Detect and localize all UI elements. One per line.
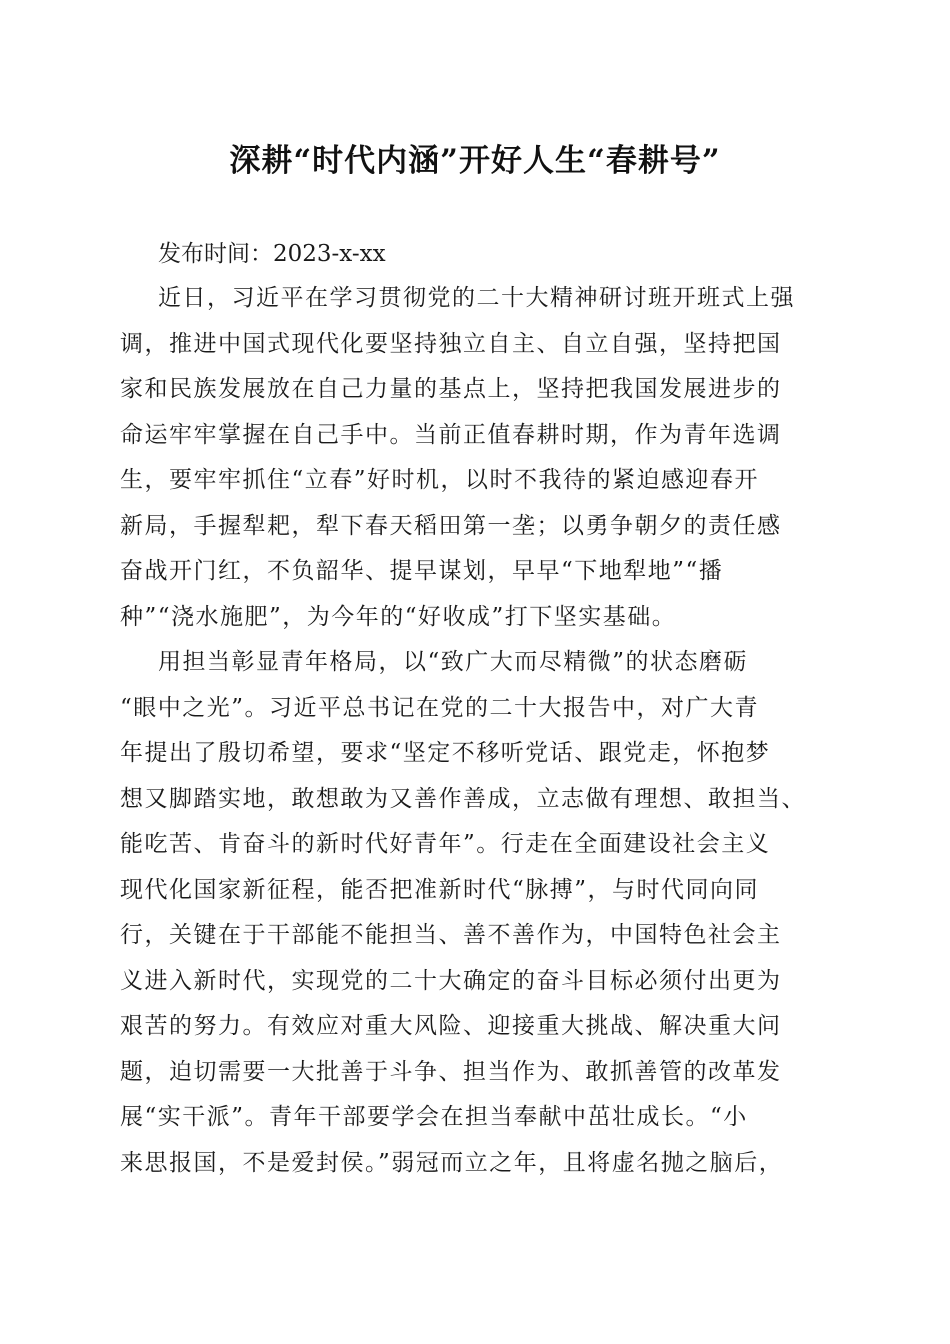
paragraph-2-line: 来思报国，不是爱封侯。”弱冠而立之年，且将虚名抛之脑后， <box>120 1149 784 1176</box>
paragraph-2-line: “眼中之光”。习近平总书记在党的二十大报告中，对广大青 <box>120 694 760 721</box>
paragraph-2-line: 年提出了殷切希望，要求“坚定不移听党话、跟党走，怀抱梦 <box>120 740 771 766</box>
paragraph-2-line: 展“实干派”。青年干部要学会在担当奉献中茁壮成长。“小 <box>120 1104 748 1130</box>
paragraph-1-line: 种”“浇水施肥”，为今年的“好收成”打下坚实基础。 <box>120 603 677 630</box>
publish-time: 发布时间：2023-x-xx <box>158 241 386 267</box>
paragraph-2-line: 现代化国家新征程，能否把准新时代“脉搏”，与时代同向同 <box>120 876 760 903</box>
paragraph-1-line: 近日，习近平在学习贯彻党的二十大精神研讨班开班式上强 <box>158 285 795 311</box>
paragraph-2-line: 义进入新时代，实现党的二十大确定的奋斗目标必须付出更为 <box>120 967 782 994</box>
paragraph-1-line: 新局，手握犁耙，犁下春天稻田第一垄；以勇争朝夕的责任感 <box>120 512 782 539</box>
paragraph-1-line: 家和民族发展放在自己力量的基点上，坚持把我国发展进步的 <box>120 376 782 402</box>
paragraph-2-line: 行，关键在于干部能不能担当、善不善作为，中国特色社会主 <box>120 922 782 948</box>
paragraph-2-line: 想又脚踏实地，敢想敢为又善作善成，立志做有理想、敢担当、 <box>120 785 806 812</box>
paragraph-2-line: 艰苦的努力。有效应对重大风险、迎接重大挑战、解决重大问 <box>120 1013 782 1039</box>
paragraph-2-line: 能吃苦、肯奋斗的新时代好青年”。行走在全面建设社会主义 <box>120 831 771 857</box>
paragraph-2-line: 题，迫切需要一大批善于斗争、担当作为、敢抓善管的改革发 <box>120 1058 782 1085</box>
paragraph-1-line: 调，推进中国式现代化要坚持独立自主、自立自强，坚持把国 <box>120 330 782 357</box>
document-title: 深耕“时代内涵”开好人生“春耕号” <box>229 143 721 179</box>
paragraph-2-line: 用担当彰显青年格局，以“致广大而尽精微”的状态磨砺 <box>158 649 749 675</box>
paragraph-1-line: 奋战开门红，不负韶华、提早谋划，早早“下地犁地”“播 <box>120 558 724 584</box>
paragraph-1-line: 生，要牢牢抓住“立春”好时机，以时不我待的紧迫感迎春开 <box>120 467 760 493</box>
paragraph-1-line: 命运牢牢掌握在自己手中。当前正值春耕时期，作为青年选调 <box>120 421 782 448</box>
document-body <box>120 276 850 1186</box>
